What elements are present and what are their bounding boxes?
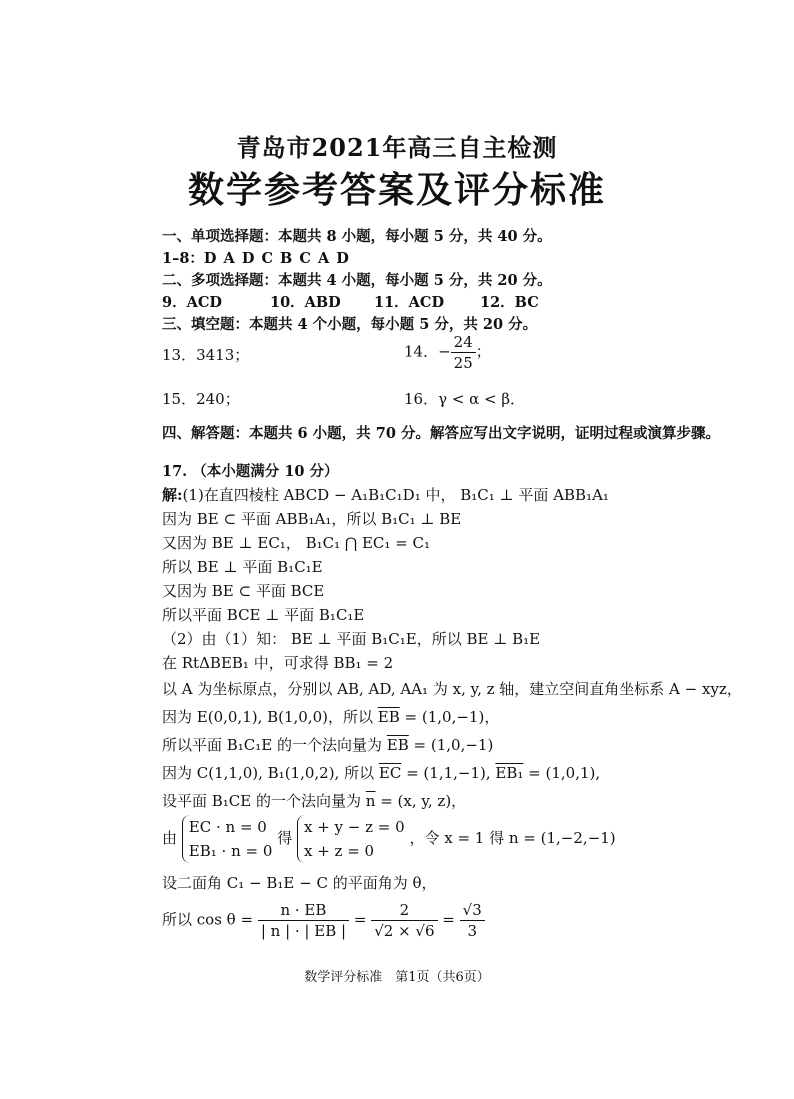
q17-line-13 bbox=[162, 790, 466, 811]
equation-system-1 bbox=[182, 815, 273, 863]
equals-sign-2: = bbox=[442, 910, 455, 929]
answer-14-numerator: 24 bbox=[451, 332, 476, 353]
cos-fraction-3-denominator: 3 bbox=[467, 922, 477, 940]
q17-line-16-a: 所以 cos θ = bbox=[162, 910, 254, 929]
q17-line-1 bbox=[162, 484, 609, 505]
q17-line-10 bbox=[162, 706, 499, 727]
vector-eb1: EB₁ bbox=[495, 764, 524, 782]
cos-fraction-1-numerator: n · EB bbox=[258, 900, 349, 921]
answer-14 bbox=[404, 332, 491, 373]
answer-14-denominator: 25 bbox=[453, 354, 473, 372]
page-footer: 数学评分标准 第1页（共6页） bbox=[304, 970, 490, 985]
equation-system-2 bbox=[297, 815, 405, 863]
answer-12: 12．BC bbox=[480, 294, 539, 311]
answer-9: 9．ACD bbox=[162, 294, 222, 311]
q17-line-3: 又因为 BE ⊥ EC₁， B₁C₁ ⋂ EC₁ = C₁ bbox=[162, 534, 430, 552]
doc-title-line2: 数学参考答案及评分标准 bbox=[187, 169, 606, 211]
q17-line-1-text: (1)在直四棱柱 ABCD − A₁B₁C₁D₁ 中， B₁C₁ ⊥ 平面 ABB₁A₁ bbox=[182, 486, 609, 504]
system-1-row-1: EC · n = 0 bbox=[188, 818, 267, 836]
q17-line-5: 又因为 BE ⊂ 平面 BCE bbox=[162, 582, 325, 600]
q17-line-9: 以 A 为坐标原点，分别以 AB, AD, AA₁ 为 x, y, z 轴，建立空间直角坐标系 A − xyz， bbox=[162, 680, 742, 698]
q17-heading: 17. （本小题满分 10 分） bbox=[162, 463, 339, 480]
q17-line-11-b: = (1,0,−1) bbox=[408, 736, 494, 754]
section-1-heading: 一、单项选择题：本题共 8 小题，每小题 5 分，共 40 分。 bbox=[162, 228, 552, 245]
q17-line-2: 因为 BE ⊂ 平面 ABB₁A₁，所以 B₁C₁ ⊥ BE bbox=[162, 510, 462, 528]
q17-line-14-you: 由 bbox=[162, 829, 178, 847]
vector-eb: $\overline{EB}$ bbox=[377, 708, 400, 726]
system-2-row-1: x + y − z = 0 bbox=[303, 818, 405, 836]
q17-line-13-b: = (x, y, z)， bbox=[375, 792, 467, 810]
q17-line-14 bbox=[162, 815, 616, 863]
q17-line-12-c: = (1,0,1), bbox=[523, 764, 601, 782]
vector-eb: $\overline{EB}$ bbox=[386, 736, 409, 754]
cos-fraction-3 bbox=[460, 900, 485, 941]
q17-line-14-de: 得 bbox=[277, 829, 293, 847]
section-2-heading: 二、多项选择题：本题共 4 小题，每小题 5 分，共 20 分。 bbox=[162, 272, 552, 289]
q17-line-11-a: 所以平面 B₁C₁E 的一个法向量为 bbox=[162, 736, 387, 754]
q17-line-12 bbox=[162, 762, 600, 783]
section-1-answers: 1–8：D A D C B C A D bbox=[162, 250, 349, 267]
q17-line-12-a: 因为 C(1,1,0), B₁(1,0,2), 所以 bbox=[162, 764, 379, 782]
q17-line-7: （2）由（1）知： BE ⊥ 平面 B₁C₁E，所以 BE ⊥ B₁E bbox=[162, 630, 541, 648]
vector-ec: $\overline{EC}$ bbox=[378, 764, 402, 782]
cos-fraction-1-denominator: | n | · | EB | bbox=[260, 922, 347, 940]
doc-title-line1: 青岛市2021年高三自主检测 bbox=[236, 133, 558, 162]
answer-14-label: 14．− bbox=[404, 342, 451, 361]
answer-13: 13．3413； bbox=[162, 346, 250, 364]
q17-line-12-b: = (1,1,−1), bbox=[401, 764, 496, 782]
system-1-row-2: EB₁ · n = 0 bbox=[188, 842, 273, 860]
q17-line-13-a: 设平面 B₁CE 的一个法向量为 bbox=[162, 792, 366, 810]
cos-fraction-3-numerator: √3 bbox=[460, 900, 485, 921]
q17-line-10-b: = (1,0,−1)， bbox=[399, 708, 500, 726]
answer-10: 10．ABD bbox=[270, 294, 341, 311]
section-4-heading: 四、解答题：本题共 6 小题，共 70 分。解答应写出文字说明，证明过程或演算步骤。 bbox=[162, 425, 720, 442]
q17-line-14-tail: ，令 x = 1 得 n = (1,−2,−1) bbox=[409, 829, 616, 847]
system-2-row-2: x + z = 0 bbox=[303, 842, 375, 860]
section-3-heading: 三、填空题：本题共 4 个小题，每小题 5 分，共 20 分。 bbox=[162, 316, 538, 333]
answer-14-tail: ； bbox=[475, 342, 491, 361]
answer-15: 15．240； bbox=[162, 390, 240, 408]
vector-n: $\overline{n}$ bbox=[365, 792, 376, 810]
cos-fraction-2-numerator: 2 bbox=[371, 900, 437, 921]
solution-label: 解: bbox=[162, 486, 183, 504]
q17-line-10-a: 因为 E(0,0,1), B(1,0,0)，所以 bbox=[162, 708, 378, 726]
q17-line-6: 所以平面 BCE ⊥ 平面 B₁C₁E bbox=[162, 606, 365, 624]
q17-line-11 bbox=[162, 734, 493, 755]
q17-line-15: 设二面角 C₁ − B₁E − C 的平面角为 θ， bbox=[162, 874, 437, 892]
answer-11: 11．ACD bbox=[374, 294, 445, 311]
answer-14-fraction bbox=[451, 332, 476, 373]
equals-sign: = bbox=[353, 910, 367, 929]
q17-line-8: 在 RtΔBEB₁ 中，可求得 BB₁ = 2 bbox=[162, 654, 394, 672]
q17-line-16 bbox=[162, 900, 485, 941]
cos-fraction-1 bbox=[258, 900, 349, 941]
cos-fraction-2 bbox=[371, 900, 437, 941]
answer-16: 16．γ < α < β． bbox=[404, 390, 526, 408]
cos-fraction-2-denominator: √2 × √6 bbox=[374, 922, 435, 940]
q17-line-4: 所以 BE ⊥ 平面 B₁C₁E bbox=[162, 558, 323, 576]
